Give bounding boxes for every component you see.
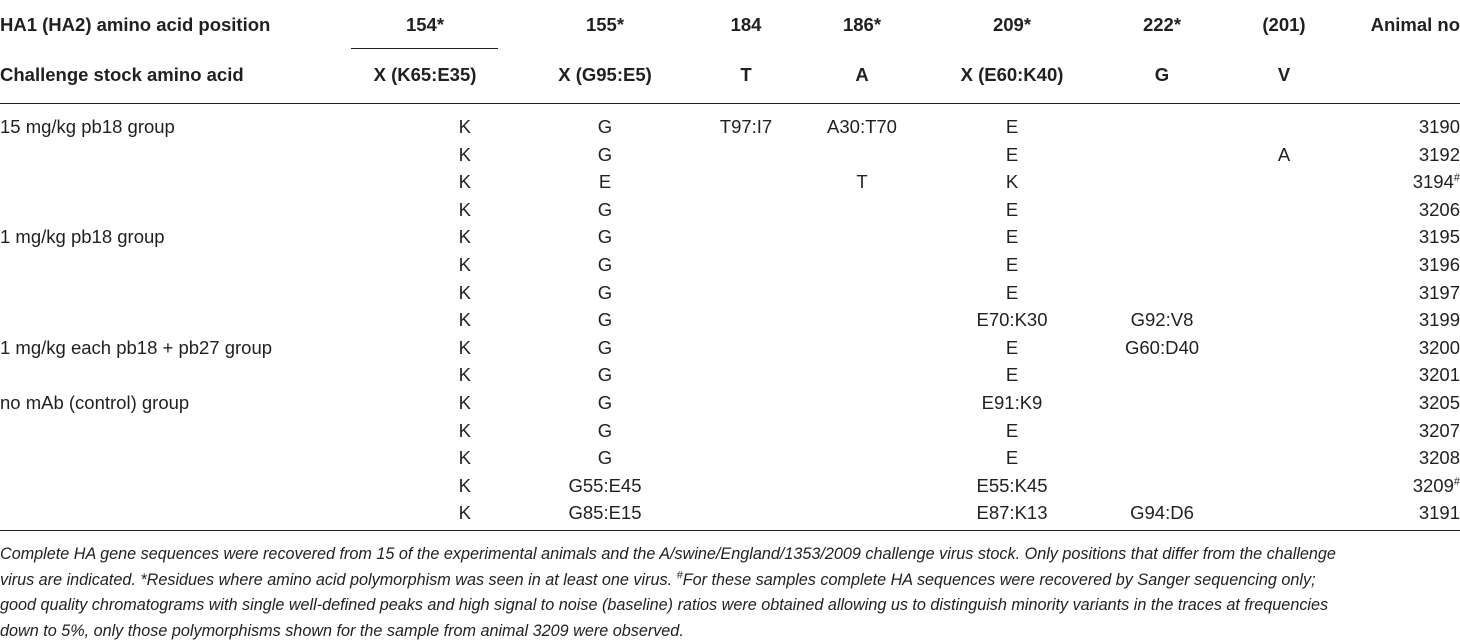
cell-222: G60:D40: [1125, 337, 1199, 359]
header-col-201: (201): [1262, 14, 1305, 36]
header-challenge-label: Challenge stock amino acid: [0, 64, 244, 86]
challenge-186: A: [855, 64, 868, 86]
cell-155: G85:E15: [568, 502, 641, 524]
cell-209: E91:K9: [982, 392, 1043, 414]
header-col-155: 155*: [586, 14, 624, 36]
animal-number: 3190: [1419, 116, 1460, 138]
footnote-line: down to 5%, only those polymorphisms shown for the sample from animal 3209 were observed.: [0, 619, 1460, 644]
animal-number: 3196: [1419, 254, 1460, 276]
cell-154: K: [459, 309, 471, 331]
cell-155: G: [598, 309, 612, 331]
header-bottom-rule: [0, 103, 1460, 104]
cell-154: K: [459, 116, 471, 138]
footnote-line: good quality chromatograms with single well-defined peaks and high signal to noise (baseline) ratios were obtained allowing us to distinguish minority variants in the traces at frequencies: [0, 593, 1460, 619]
cell-154: K: [459, 199, 471, 221]
hash-marker: #: [1454, 172, 1460, 184]
cell-155: G: [598, 144, 612, 166]
hash-marker: #: [677, 569, 683, 581]
animal-number: 3194#: [1413, 171, 1460, 193]
cell-186: T: [856, 171, 867, 193]
challenge-201: V: [1278, 64, 1290, 86]
challenge-209: X (E60:K40): [961, 64, 1064, 86]
cell-209: E: [1006, 282, 1018, 304]
header-col-animal-no: Animal no: [1371, 14, 1460, 36]
cell-154: K: [459, 171, 471, 193]
cell-154: K: [459, 447, 471, 469]
header-col-184: 184: [731, 14, 762, 36]
animal-number: 3200: [1419, 337, 1460, 359]
cell-155: G: [598, 447, 612, 469]
table-bottom-rule: [0, 530, 1460, 531]
cell-155: G: [598, 337, 612, 359]
cell-209: E: [1006, 116, 1018, 138]
animal-number: 3199: [1419, 309, 1460, 331]
header-col-209: 209*: [993, 14, 1031, 36]
animal-number: 3195: [1419, 226, 1460, 248]
header-rule-154: [351, 48, 498, 49]
cell-155: G: [598, 254, 612, 276]
challenge-154: X (K65:E35): [374, 64, 477, 86]
cell-209: E: [1006, 337, 1018, 359]
footnote-line: Complete HA gene sequences were recovered from 15 of the experimental animals and the A/swine/England/1353/2009 challenge virus stock. Only positions that differ from the challenge: [0, 542, 1460, 568]
cell-209: E: [1006, 254, 1018, 276]
animal-number: 3206: [1419, 199, 1460, 221]
cell-186: A30:T70: [827, 116, 897, 138]
cell-155: G: [598, 226, 612, 248]
cell-154: K: [459, 337, 471, 359]
cell-201: A: [1278, 144, 1290, 166]
challenge-155: X (G95:E5): [558, 64, 652, 86]
animal-number: 3197: [1419, 282, 1460, 304]
cell-155: G: [598, 364, 612, 386]
cell-209: E87:K13: [977, 502, 1048, 524]
animal-number: 3201: [1419, 364, 1460, 386]
cell-222: G94:D6: [1130, 502, 1194, 524]
cell-209: E: [1006, 226, 1018, 248]
cell-155: G55:E45: [568, 475, 641, 497]
animal-number: 3209#: [1413, 475, 1460, 497]
cell-154: K: [459, 364, 471, 386]
animal-number: 3208: [1419, 447, 1460, 469]
group-label: 1 mg/kg pb18 group: [0, 226, 165, 248]
cell-154: K: [459, 144, 471, 166]
cell-209: E: [1006, 199, 1018, 221]
cell-155: G: [598, 116, 612, 138]
cell-155: E: [599, 171, 611, 193]
cell-222: G92:V8: [1131, 309, 1194, 331]
header-col-186: 186*: [843, 14, 881, 36]
footnote-line: virus are indicated. *Residues where amino acid polymorphism was seen in at least one virus. #For these samples complete HA sequences were recovered by Sanger sequencing only;: [0, 568, 1460, 594]
cell-155: G: [598, 199, 612, 221]
cell-155: G: [598, 420, 612, 442]
challenge-184: T: [740, 64, 751, 86]
cell-184: T97:I7: [720, 116, 772, 138]
cell-154: K: [459, 226, 471, 248]
cell-155: G: [598, 392, 612, 414]
cell-209: E: [1006, 420, 1018, 442]
animal-number: 3192: [1419, 144, 1460, 166]
group-label: no mAb (control) group: [0, 392, 189, 414]
animal-number: 3205: [1419, 392, 1460, 414]
header-col-222: 222*: [1143, 14, 1181, 36]
cell-209: E: [1006, 144, 1018, 166]
cell-154: K: [459, 502, 471, 524]
cell-209: K: [1006, 171, 1018, 193]
cell-154: K: [459, 282, 471, 304]
cell-154: K: [459, 254, 471, 276]
cell-154: K: [459, 420, 471, 442]
cell-209: E: [1006, 447, 1018, 469]
header-position-label: HA1 (HA2) amino acid position: [0, 14, 270, 36]
cell-154: K: [459, 475, 471, 497]
header-col-154: 154*: [406, 14, 444, 36]
animal-number: 3207: [1419, 420, 1460, 442]
cell-209: E55:K45: [977, 475, 1048, 497]
hash-marker: #: [1454, 476, 1460, 488]
group-label: 1 mg/kg each pb18 + pb27 group: [0, 337, 272, 359]
cell-155: G: [598, 282, 612, 304]
cell-209: E: [1006, 364, 1018, 386]
cell-154: K: [459, 392, 471, 414]
group-label: 15 mg/kg pb18 group: [0, 116, 175, 138]
cell-209: E70:K30: [977, 309, 1048, 331]
challenge-222: G: [1155, 64, 1169, 86]
table-footnote: [0, 542, 1460, 644]
animal-number: 3191: [1419, 502, 1460, 524]
